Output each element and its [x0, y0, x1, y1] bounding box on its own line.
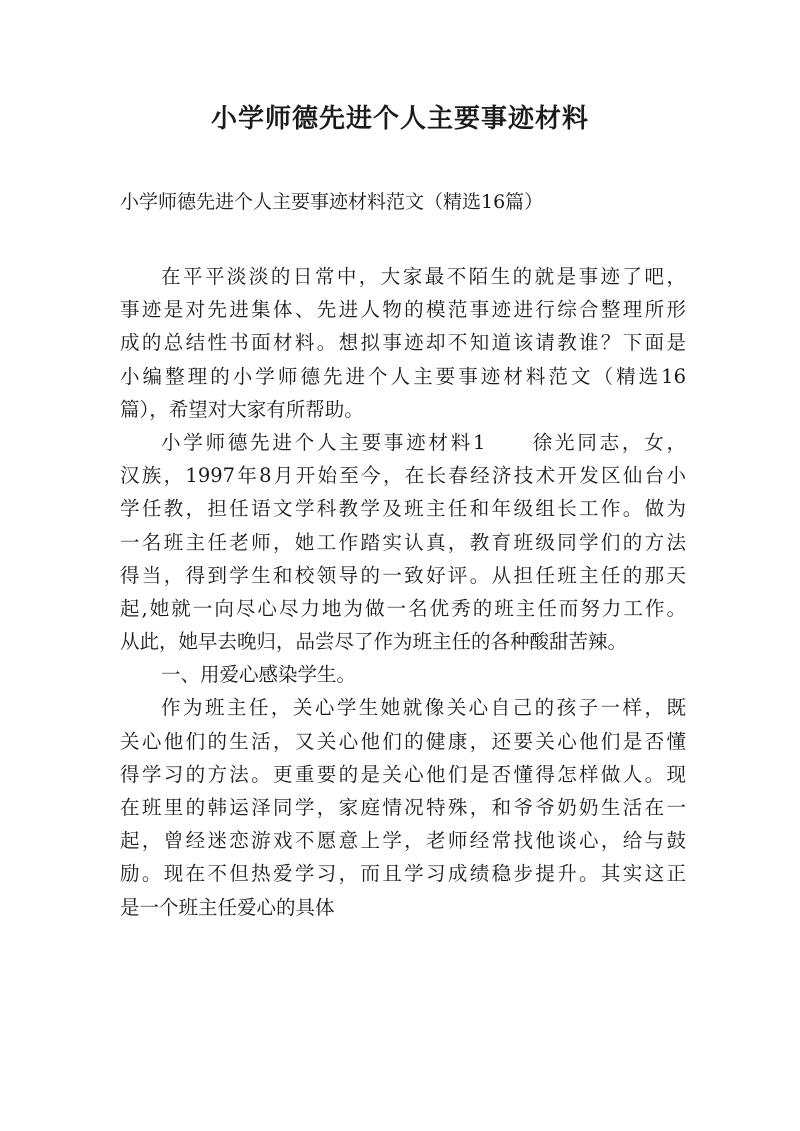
- body-line: 关心他们的生活，又关心他们的健康，还要关心他们是否懂: [120, 729, 686, 753]
- body-line: 成的总结性书面材料。想拟事迹却不知道该请教谁？下面是: [120, 331, 686, 355]
- document-subtitle: 小学师德先进个人主要事迹材料范文（精选16篇）: [120, 191, 544, 213]
- body-line: 起,她就一向尽心尽力地为做一名优秀的班主任而努力工作。: [120, 596, 686, 620]
- body-line: 从此，她早去晚归，品尝尽了作为班主任的各种酸甜苦辣。: [120, 630, 628, 654]
- body-line: 小学师德先进个人主要事迹材料1 徐光同志，女，: [161, 430, 686, 454]
- body-line: 在班里的韩运泽同学，家庭情况特殊，和爷爷奶奶生活在一: [120, 796, 686, 819]
- body-line: 励。现在不但热爱学习，而且学习成绩稳步提升。其实这正: [120, 862, 686, 886]
- body-line: 篇），希望对大家有所帮助。: [120, 397, 364, 421]
- body-line: 小编整理的小学师德先进个人主要事迹材料范文（精选16: [120, 364, 686, 388]
- body-line: 得当，得到学生和校领导的一致好评。从担任班主任的那天: [120, 563, 686, 587]
- body-line: 得学习的方法。更重要的是关心他们是否懂得怎样做人。现: [120, 762, 686, 786]
- body-line: 事迹是对先进集体、先进人物的模范事迹进行综合整理所形: [120, 298, 686, 322]
- body-line: 是一个班主任爱心的具体: [120, 895, 335, 919]
- body-line: 起，曾经迷恋游戏不愿意上学，老师经常找他谈心，给与鼓: [120, 829, 686, 853]
- document-title: 小学师德先进个人主要事迹材料: [210, 104, 589, 134]
- body-line: 汉族，1997年8月开始至今，在长春经济技术开发区仙台小: [120, 464, 686, 488]
- document-body: [120, 260, 686, 924]
- body-line: 作为班主任，关心学生她就像关心自己的孩子一样，既: [161, 696, 686, 720]
- section-heading: 一、用爱心感染学生。: [161, 663, 357, 687]
- body-line: 学任教，担任语文学科教学及班主任和年级组长工作。做为: [120, 497, 686, 521]
- body-line: 在平平淡淡的日常中，大家最不陌生的就是事迹了吧，: [161, 265, 686, 288]
- body-line: 一名班主任老师，她工作踏实认真，教育班级同学们的方法: [120, 530, 686, 554]
